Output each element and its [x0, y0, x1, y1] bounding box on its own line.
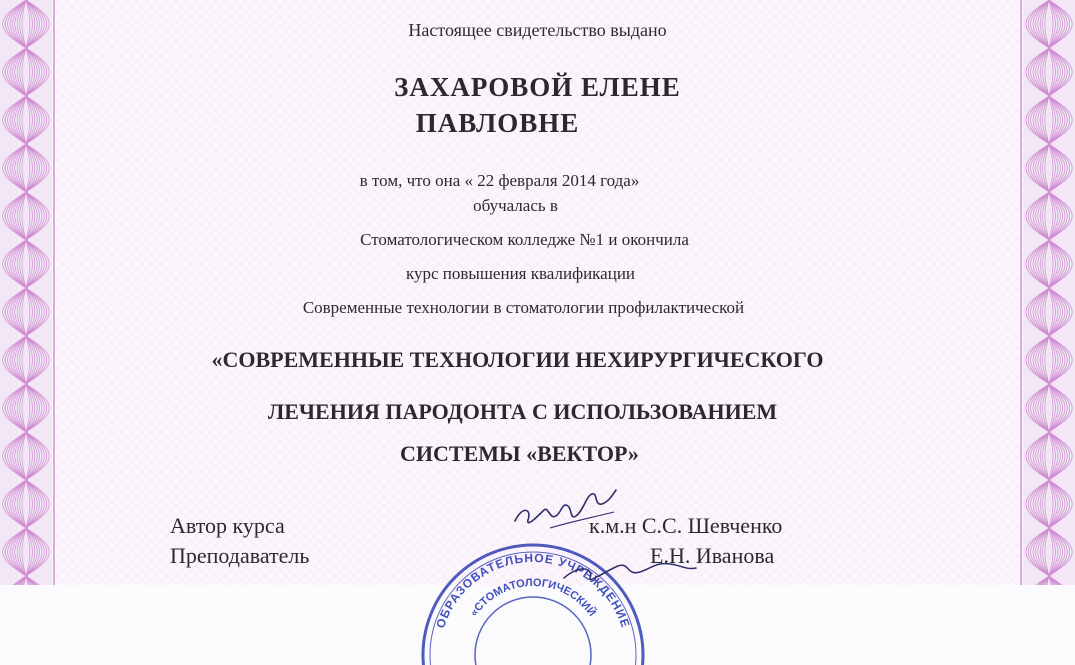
- stamp-text-inner: «СТОМАТОЛОГИЧЕСКИЙ: [468, 576, 598, 619]
- issued-line: Настоящее свидетельство выдано: [408, 20, 667, 40]
- course-title-line1: «СОВРЕМЕННЫЕ ТЕХНОЛОГИИ НЕХИРУРГИЧЕСКОГО: [211, 347, 824, 372]
- specialty-line: Современные технологии в стоматологии профилактической: [302, 298, 745, 317]
- author-label: Автор курса: [170, 513, 285, 538]
- recipient-name-line2: ПАВЛОВНЕ: [415, 108, 580, 138]
- stamp-text-outer: ОБРАЗОВАТЕЛЬНОЕ УЧРЕЖДЕНИЕ: [433, 550, 633, 630]
- institution-line: Стоматологическом колледже №1 и окончила: [360, 230, 689, 249]
- course-title-line3: СИСТЕМЫ «ВЕКТОР»: [400, 441, 639, 466]
- course-title-line2: ЛЕЧЕНИЯ ПАРОДОНТА С ИСПОЛЬЗОВАНИЕМ: [267, 399, 778, 424]
- studied-line: обучалась в: [473, 196, 558, 215]
- teacher-label: Преподаватель: [170, 543, 310, 568]
- program-line: курс повышения квалификации: [405, 264, 636, 283]
- author-name: к.м.н С.С. Шевченко: [589, 513, 783, 538]
- recipient-name-line1: ЗАХАРОВОЙ ЕЛЕНЕ: [394, 72, 681, 102]
- date-line: в том, что она « 22 февраля 2014 года»: [359, 171, 640, 190]
- teacher-name: Е.Н. Иванова: [650, 543, 775, 568]
